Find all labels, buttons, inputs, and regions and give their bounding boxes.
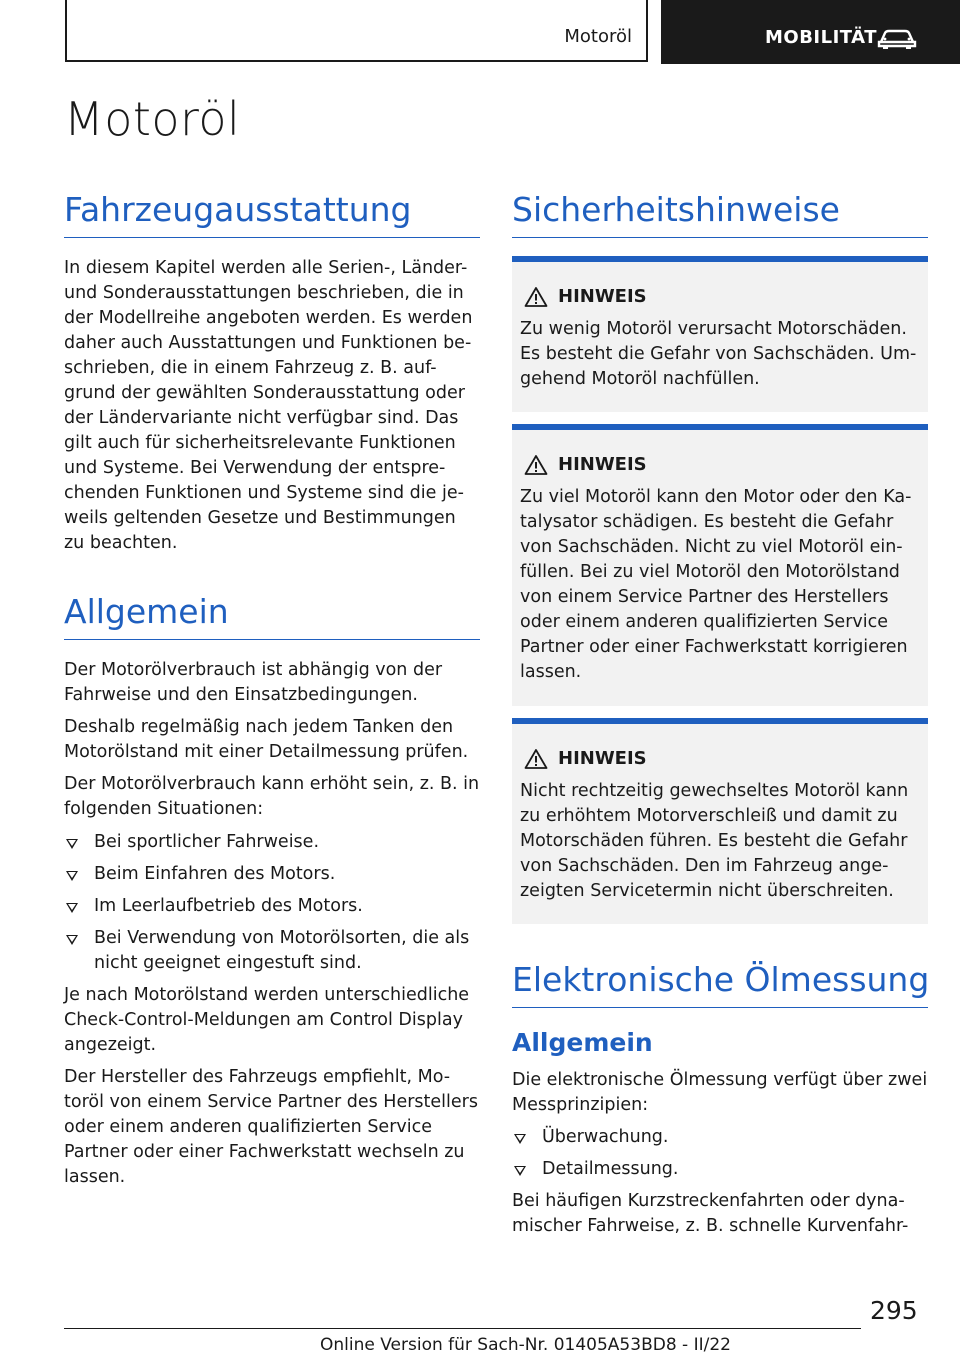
notice-text: Zu wenig Motoröl verursacht Motorschäden. Es besteht die Gefahr von Sachschäden. Um- gehend Motoröl nachfüllen.	[520, 319, 917, 389]
list-item: Beim Einfahren des Motors.	[64, 862, 480, 887]
warning-triangle-icon	[524, 454, 548, 476]
list-item: Im Leerlaufbetrieb des Motors.	[64, 894, 480, 919]
header-section-title: Motoröl	[564, 26, 632, 47]
triangle-bullet-icon	[66, 839, 78, 849]
allgemein-paragraph-3: Der Motorölverbrauch kann erhöht sein, z. B. in folgenden Situationen:	[64, 774, 480, 819]
list-item: Bei Verwendung von Motorölsorten, die als nicht geeignet eingestuft sind.	[64, 926, 480, 976]
header-chapter-title: MOBILITÄT	[765, 27, 877, 48]
car-icon	[877, 28, 917, 50]
allgemein-paragraph-2: Deshalb regelmäßig nach jedem Tanken den Motorölstand mit einer Detailmessung prüfen.	[64, 717, 469, 762]
triangle-bullet-icon	[66, 935, 78, 945]
notice-box	[512, 256, 928, 412]
triangle-bullet-icon	[66, 903, 78, 913]
heading-fahrzeugausstattung: Fahrzeugausstattung	[64, 190, 480, 238]
heading-allgemein: Allgemein	[64, 592, 480, 640]
fahrzeugausstattung-text: In diesem Kapitel werden alle Serien-, Länder- und Sonderausstattungen beschrieben, die in der Modellreihe angeboten werden. Es werden daher auch Ausstattungen und Funktionen be- schrieben, die in einem Fahrzeug z. B. auf- grund der gewählten Sonderausstattung oder der Ländervariante nicht verfügbar sind. Das gilt auch für sicherheitsrelevante Funktionen und Systeme. Bei Verwendung der entspre- chenden Funktionen und Systeme sind die je- weils geltenden Gesetze und Bestimmungen zu beachten.	[64, 258, 473, 553]
notice-box	[512, 718, 928, 924]
notice-text: Zu viel Motoröl kann den Motor oder den Ka- talysator schädigen. Es besteht die Gefahr von Sachschäden. Nicht zu viel Motoröl ein- füllen. Bei zu viel Motoröl den Motorölstand von einem Service Partner des Herstellers oder einem anderen qualifizierten Service Partner oder einer Fachwerkstatt korrigieren lassen.	[520, 487, 912, 682]
allgemein-paragraph-4: Je nach Motorölstand werden unterschiedliche Check-Control-Meldungen am Control Display angezeigt.	[64, 985, 470, 1055]
oelmessung-paragraph-1: Die elektronische Ölmessung verfügt über zwei Messprinzipien:	[512, 1070, 928, 1115]
heading-elektronische-oelmessung: Elektronische Ölmessung	[512, 960, 928, 1008]
notice-box	[512, 424, 928, 706]
oelmessung-paragraph-2: Bei häufigen Kurzstreckenfahrten oder dyna- mischer Fahrweise, z. B. schnelle Kurvenfahr-	[512, 1191, 909, 1236]
allgemein-paragraph-1: Der Motorölverbrauch ist abhängig von der Fahrweise und den Einsatzbedingungen.	[64, 660, 443, 705]
page-title: Motoröl	[64, 92, 241, 146]
subheading-allgemein: Allgemein	[512, 1028, 653, 1057]
notice-label: HINWEIS	[558, 286, 647, 307]
page-number: 295	[870, 1296, 918, 1325]
header-chapter-tab[interactable]	[661, 0, 960, 64]
notice-text: Nicht rechtzeitig gewechseltes Motoröl kann zu erhöhtem Motorverschleiß und damit zu Motorschäden führen. Es besteht die Gefahr von Sachschäden. Den im Fahrzeug ange- zeigten Servicetermin nicht überschreiten.	[520, 781, 909, 901]
notice-label: HINWEIS	[558, 748, 647, 769]
triangle-bullet-icon	[66, 871, 78, 881]
list-item: Überwachung.	[512, 1125, 928, 1150]
notice-label: HINWEIS	[558, 454, 647, 475]
warning-triangle-icon	[524, 748, 548, 770]
footer-divider	[64, 1328, 861, 1329]
heading-sicherheitshinweise: Sicherheitshinweise	[512, 190, 928, 238]
footer-online-version: Online Version für Sach-Nr. 01405A53BD8 - II/22	[320, 1335, 731, 1355]
triangle-bullet-icon	[514, 1134, 526, 1144]
list-item: Detailmessung.	[512, 1157, 928, 1182]
warning-triangle-icon	[524, 286, 548, 308]
triangle-bullet-icon	[514, 1166, 526, 1176]
header-section-box	[65, 0, 648, 62]
allgemein-paragraph-5: Der Hersteller des Fahrzeugs empfiehlt, Mo- toröl von einem Service Partner des Herstellers oder einem anderen qualifizierten Service Partner oder einer Fachwerkstatt wechseln zu lassen.	[64, 1067, 478, 1187]
list-item: Bei sportlicher Fahrweise.	[64, 830, 480, 855]
